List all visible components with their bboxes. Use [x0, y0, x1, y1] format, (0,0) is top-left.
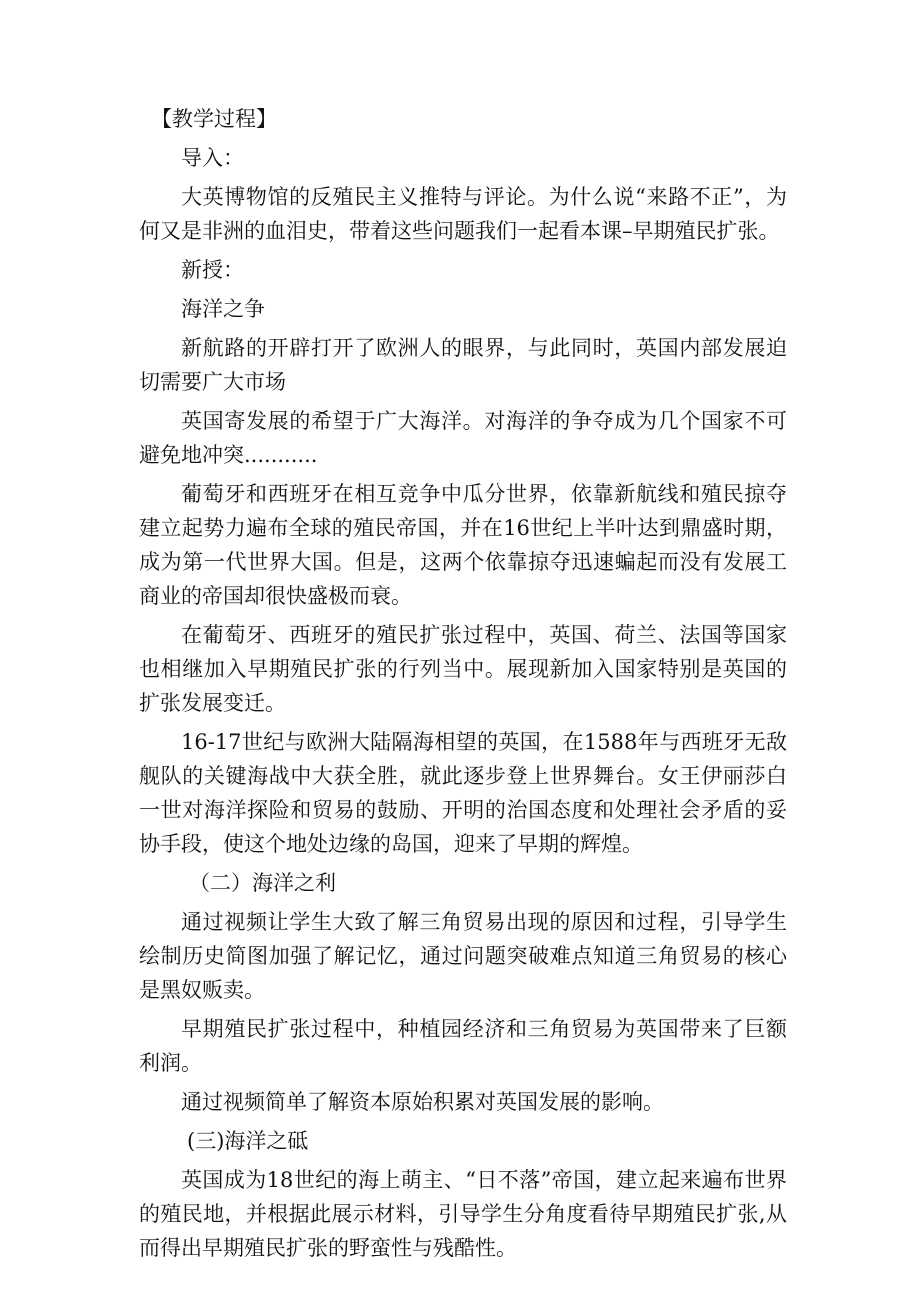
section-heading-teaching-process: 【教学过程】 [151, 107, 277, 131]
section2-paragraph-3: 通过视频简单了解资本原始积累对英国发展的影响。 [181, 1090, 664, 1114]
section3-title: (三)海洋之砥 [187, 1129, 309, 1153]
intro-paragraph: 大英博物馆的反殖民主义推特与评论。为什么说“来路不正”，为何又是非洲的血泪史，带着这些问题我们一起看本课–早期殖民扩张。 [139, 185, 787, 243]
section1-paragraph-5: 16-17世纪与欧洲大陆隔海相望的英国，在1588年与西班牙无敌舰队的关键海战中大获全胜，就此逐步登上世界舞台。女王伊丽莎白一世对海洋探险和贸易的鼓励、开明的治国态度和处理社会矛盾的妥协手段，使这个地处边缘的岛国，迎来了早期的辉煌。 [139, 730, 787, 856]
section1-paragraph-3: 葡萄牙和西班牙在相互竞争中瓜分世界，依靠新航线和殖民掠夺建立起势力遍布全球的殖民帝国，并在16世纪上半叶达到鼎盛时期，成为第一代世界大国。但是，这两个依靠掠夺迅速蝙起而没有发展工商业的帝国却很快盛极而衰。 [139, 482, 787, 608]
intro-label: 导入： [181, 146, 244, 170]
section2-paragraph-1: 通过视频让学生大致了解三角贸易出现的原因和过程，引导学生绘制历史简图加强了解记忆，通过问题突破难点知道三角贸易的核心是黑奴贩卖。 [139, 910, 787, 1002]
section3-paragraph-1: 英国成为18世纪的海上萌主、“日不落”帝国，建立起来遍布世界的殖民地，并根据此展示材料，引导学生分角度看待早期殖民扩张,从而得出早期殖民扩张的野蛮性与残酷性。 [139, 1168, 787, 1260]
section2-title: （二）海洋之利 [189, 871, 336, 895]
new-lesson-label: 新授： [181, 258, 244, 282]
section1-paragraph-1: 新航路的开辟打开了欧洲人的眼界，与此同时，英国内部发展迫切需要广大市场 [139, 336, 787, 394]
document-body [139, 102, 787, 1270]
section2-paragraph-2: 早期殖民扩张过程中，种植园经济和三角贸易为英国带来了巨额利润。 [139, 1017, 787, 1075]
section1-paragraph-4: 在葡萄牙、西班牙的殖民扩张过程中，英国、荷兰、法国等国家也相继加入早期殖民扩张的行列当中。展现新加入国家特别是英国的扩张发展变迁。 [139, 623, 787, 715]
section1-paragraph-2: 英国寄发展的希望于广大海洋。对海洋的争夺成为几个国家不可避免地冲突........... [139, 409, 787, 467]
section1-title: 海洋之争 [181, 297, 265, 321]
